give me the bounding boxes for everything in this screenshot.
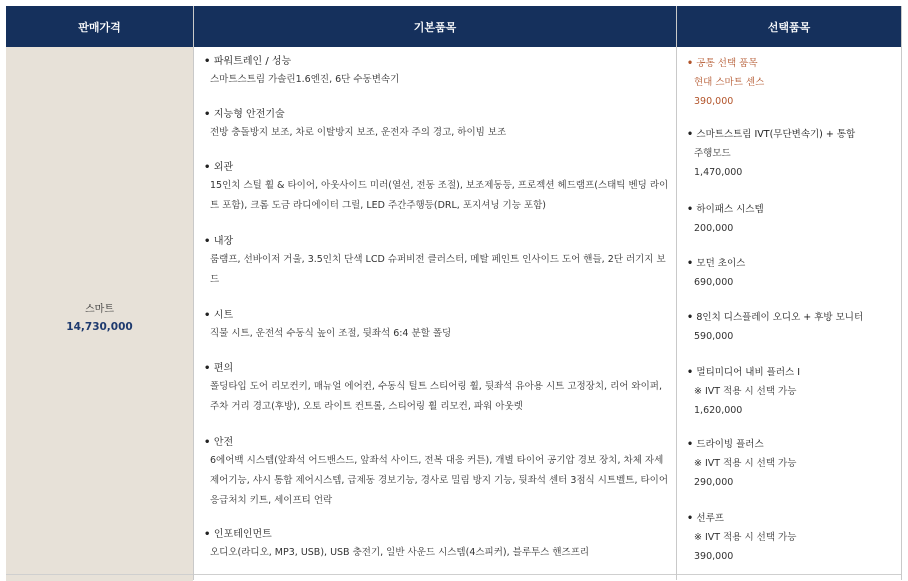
option-price: 390,000 — [694, 96, 734, 107]
column-divider — [676, 6, 677, 580]
next-trim-row — [6, 575, 901, 581]
basic-group-desc: 6에어백 시스템(앞좌석 어드밴스드, 앞좌석 사이드, 전복 대응 커튼), 개별 타이어 공기압 경보 장치, 차체 자세 제어기능, 샤시 통합 제어시스템, 급제동 경보기능, 경사로 밀림 방지 기능, 뒷좌석 센터 3점식 시트벨트, 타이어 응급처치 키트, 세이프티 언락 — [210, 455, 669, 506]
option-title: • 공통 선택 품목 — [687, 54, 897, 73]
option-price: 1,470,000 — [694, 167, 743, 178]
basic-group-title: • 편의 — [204, 361, 669, 377]
column-divider — [901, 6, 902, 580]
basic-group-desc: 전방 충돌방지 보조, 차로 이탈방지 보조, 운전자 주의 경고, 하이빔 보조 — [210, 127, 507, 138]
basic-group-title: • 내장 — [204, 234, 669, 250]
option-note: ※ IVT 적용 시 선택 가능 — [694, 458, 797, 469]
header-basic-items: 기본품목 — [194, 6, 676, 47]
column-divider — [193, 6, 194, 580]
option-price: 200,000 — [694, 223, 734, 234]
basic-group-title: • 파워트레인 / 성능 — [204, 54, 669, 70]
option-item — [687, 254, 897, 292]
option-price: 390,000 — [694, 551, 734, 562]
option-note: ※ IVT 적용 시 선택 가능 — [694, 532, 797, 543]
price-cell — [6, 47, 193, 575]
basic-group — [204, 54, 669, 90]
basic-group-title: • 시트 — [204, 308, 669, 324]
basic-group-title: • 인포테인먼트 — [204, 527, 669, 543]
basic-group — [204, 107, 669, 143]
option-title: • 모던 초이스 — [687, 254, 897, 273]
option-note: ※ IVT 적용 시 선택 가능 — [694, 386, 797, 397]
basic-group-desc: 룸램프, 선바이저 거울, 3.5인치 단색 LCD 슈퍼비전 클러스터, 메탈 페인트 인사이드 도어 핸들, 2단 러기지 보드 — [210, 254, 666, 285]
next-trim-price-cell — [6, 575, 193, 581]
basic-group — [204, 435, 669, 511]
basic-group-title: • 지능형 안전기술 — [204, 107, 669, 123]
basic-group-desc: 직물 시트, 운전석 수동식 높이 조절, 뒷좌석 6:4 분할 폴딩 — [210, 328, 452, 339]
basic-group-desc: 폴딩타입 도어 리모컨키, 매뉴얼 에어컨, 수동식 틸트 스티어링 휠, 뒷좌석 유아용 시트 고정장치, 리어 와이퍼, 주차 거리 경고(후방), 오토 라이트 컨트롤, 스티어링 휠 리모컨, 파워 아웃렛 — [210, 381, 662, 412]
option-title: • 드라이빙 플러스 — [687, 435, 897, 454]
basic-group — [204, 160, 669, 216]
option-price: 590,000 — [694, 331, 734, 342]
option-line: 현대 스마트 센스 — [694, 77, 765, 88]
basic-group — [204, 234, 669, 290]
option-item — [687, 435, 897, 492]
header-optional-items: 선택품목 — [677, 6, 901, 47]
option-common — [687, 54, 897, 111]
basic-group-title: • 안전 — [204, 435, 669, 451]
trim-price: 14,730,000 — [66, 321, 133, 333]
basic-group — [204, 308, 669, 344]
trim-option-table — [6, 6, 901, 580]
option-line: 주행모드 — [694, 148, 731, 159]
option-item — [687, 200, 897, 238]
option-price: 290,000 — [694, 477, 734, 488]
option-item — [687, 363, 897, 420]
basic-group-desc: 스마트스트림 가솔린1.6엔진, 6단 수동변속기 — [210, 74, 400, 85]
option-title: • 하이패스 시스템 — [687, 200, 897, 219]
option-title: • 선루프 — [687, 509, 897, 528]
header-price: 판매가격 — [6, 6, 193, 47]
basic-group — [204, 527, 669, 563]
basic-group-desc: 오디오(라디오, MP3, USB), USB 충전기, 일반 사운드 시스템(4스피커), 블루투스 핸즈프리 — [210, 547, 590, 558]
optional-items-cell — [677, 47, 901, 575]
basic-group — [204, 361, 669, 417]
option-title: • 스마트스트림 IVT(무단변속기) + 통합 — [687, 125, 897, 144]
basic-items-cell — [194, 47, 676, 575]
option-price: 1,620,000 — [694, 405, 743, 416]
option-title: • 8인치 디스플레이 오디오 + 후방 모니터 — [687, 308, 897, 327]
basic-group-title: • 외관 — [204, 160, 669, 176]
option-price: 690,000 — [694, 277, 734, 288]
basic-group-desc: 15인치 스틸 휠 & 타이어, 아웃사이드 미러(열선, 전동 조절), 보조제동등, 프로젝션 헤드램프(스태틱 벤딩 라이트 포함), 크롬 도금 라디에이터 그릴, LED 주간주행등(DRL, 포지셔닝 기능 포함) — [210, 180, 669, 211]
option-item — [687, 509, 897, 566]
option-item — [687, 308, 897, 346]
option-title: • 멀티미디어 내비 플러스 I — [687, 363, 897, 382]
trim-name: 스마트 — [85, 304, 114, 315]
option-item — [687, 125, 897, 182]
